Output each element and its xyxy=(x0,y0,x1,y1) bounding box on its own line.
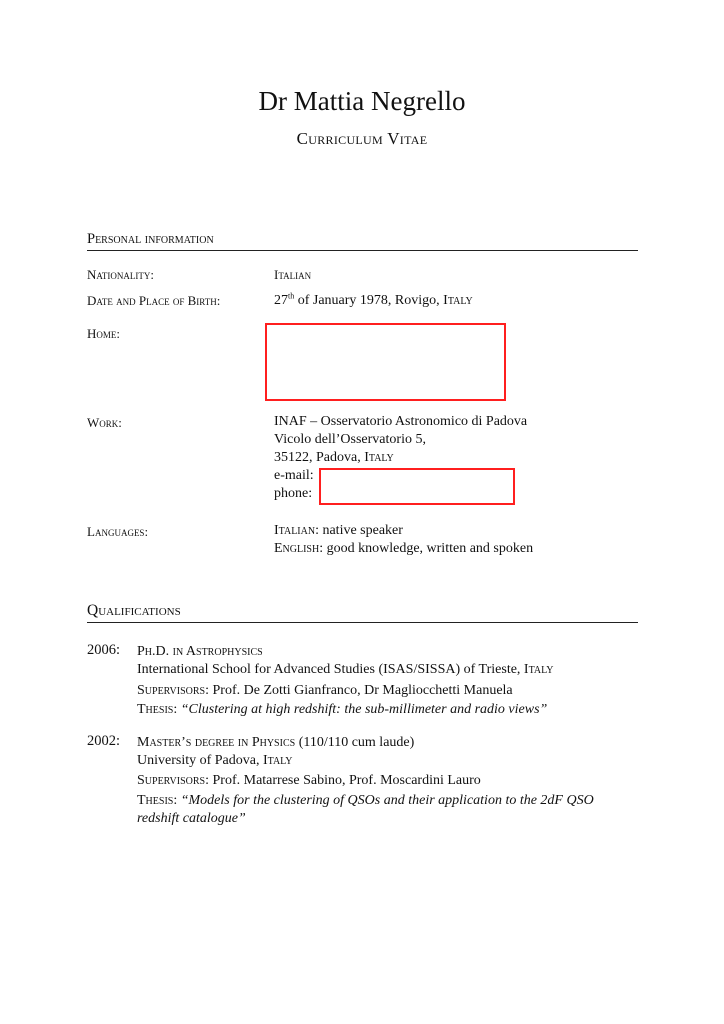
work-label: Work: xyxy=(87,415,122,430)
languages-label: Languages: xyxy=(87,524,149,539)
qualification-institution xyxy=(137,661,553,679)
section-heading-qualifications: Qualifications xyxy=(87,602,181,619)
cv-name: Dr Mattia Negrello xyxy=(258,86,466,116)
birth-rest: of January 1978, Rovigo, xyxy=(294,293,444,308)
work-country: Italy xyxy=(364,450,394,465)
birth-day: 27 xyxy=(274,293,288,308)
birth-country: Italy xyxy=(443,293,473,308)
language-english-desc: : good knowledge, written and spoken xyxy=(319,541,534,556)
supervisors-names: Prof. Matarrese Sabino, Prof. Moscardini Lauro xyxy=(209,773,481,788)
email-label: e-mail: xyxy=(274,468,314,483)
institution-country: Italy xyxy=(523,662,554,677)
cv-subtitle: Curriculum Vitae xyxy=(296,129,428,148)
degree-title: Master’s degree in Physics xyxy=(137,735,296,750)
qualification-thesis xyxy=(137,792,594,810)
contact-redaction-box xyxy=(319,468,515,505)
work-city: 35122, Padova, xyxy=(274,450,365,465)
section-heading-personal: Personal information xyxy=(87,231,214,247)
qualification-supervisors xyxy=(137,682,513,700)
language-italian-desc: : native speaker xyxy=(315,523,403,538)
language-italian-name: Italian xyxy=(274,523,316,538)
supervisors-label: Supervisors: xyxy=(137,683,210,698)
work-line-institute: INAF – Osservatorio Astronomico di Padova xyxy=(274,414,528,429)
nationality-label: Nationality: xyxy=(87,267,154,282)
language-english xyxy=(274,540,533,558)
institution-name: University of Padova, xyxy=(137,753,263,768)
qualification-thesis xyxy=(137,701,547,719)
birth-value xyxy=(274,292,473,310)
home-label: Home: xyxy=(87,326,120,341)
degree-extra: (110/110 cum laude) xyxy=(295,735,415,750)
thesis-title: “Models for the clustering of QSOs and their application to the 2dF QSO xyxy=(177,793,594,808)
home-address-redaction-box xyxy=(265,323,506,401)
qualification-institution xyxy=(137,752,293,770)
qualification-thesis-continued: redshift catalogue” xyxy=(137,811,246,826)
qualification-degree xyxy=(137,734,414,752)
qualification-degree xyxy=(137,643,263,661)
thesis-label: Thesis: xyxy=(137,793,178,808)
birth-day-suffix: th xyxy=(288,291,295,301)
work-line-street: Vicolo dell’Osservatorio 5, xyxy=(274,432,426,447)
phone-label: phone: xyxy=(274,486,313,501)
language-italian xyxy=(274,522,403,540)
institution-country: Italy xyxy=(262,753,293,768)
work-line-city xyxy=(274,449,394,467)
language-english-name: English xyxy=(274,541,320,556)
degree-title: Ph.D. in Astrophysics xyxy=(137,644,263,659)
supervisors-names: Prof. De Zotti Gianfranco, Dr Magliocchetti Manuela xyxy=(209,683,513,698)
section-rule-personal xyxy=(87,250,638,251)
qualification-supervisors xyxy=(137,772,481,790)
qualification-year: 2006: xyxy=(87,642,121,658)
supervisors-label: Supervisors: xyxy=(137,773,210,788)
thesis-title: “Clustering at high redshift: the sub-millimeter and radio views” xyxy=(177,702,548,717)
section-rule-qualifications xyxy=(87,622,638,623)
nationality-value: Italian xyxy=(274,267,312,282)
birth-label: Date and Place of Birth: xyxy=(87,293,221,308)
institution-name: International School for Advanced Studies (ISAS/SISSA) of Trieste, xyxy=(137,662,524,677)
thesis-label: Thesis: xyxy=(137,702,178,717)
qualification-year: 2002: xyxy=(87,733,121,749)
